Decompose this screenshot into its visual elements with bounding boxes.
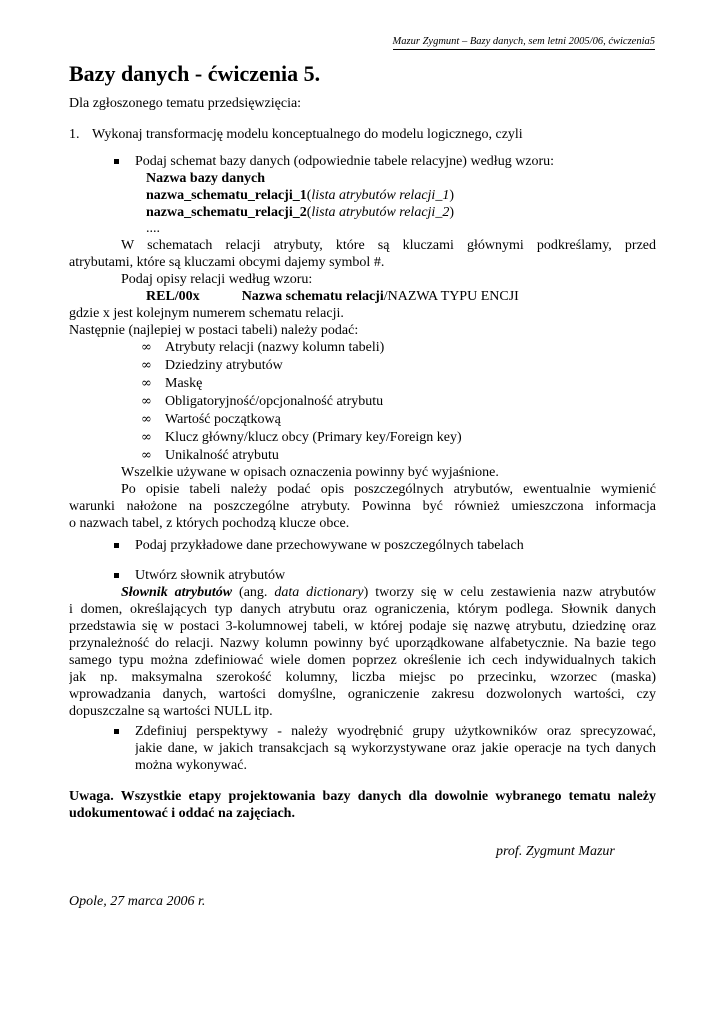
schema-relation-2: nazwa_schematu_relacji_2(lista atrybutów relacji_2) [146, 205, 454, 220]
item-1-number: 1. [69, 127, 80, 142]
infinity-bullet-icon: ∞ [141, 412, 152, 427]
infinity-bullet-icon: ∞ [141, 376, 152, 391]
square-bullet-icon [114, 159, 119, 164]
square-bullet-icon [114, 573, 119, 578]
dictionary-line-5: samego typu można zdefiniować wiele domen poprzez określenie ich cech indywidualnych takich [69, 653, 656, 668]
infinity-bullet-icon: ∞ [141, 340, 152, 355]
square-bullet-icon [114, 729, 119, 734]
dictionary-line-4: przynależność do relacji. Nazwy kolumn powinny być uporządkowane alfabetycznie. Na bazie tego [69, 636, 656, 651]
signature: prof. Zygmunt Mazur [496, 844, 615, 859]
list-item: Klucz główny/klucz obcy (Primary key/Foreign key) [165, 430, 462, 445]
list-item: Obligatoryjność/opcjonalność atrybutu [165, 394, 384, 409]
infinity-bullet-icon: ∞ [141, 394, 152, 409]
bullet-dictionary: Utwórz słownik atrybutów [135, 568, 286, 583]
dictionary-line-8: dopuszczalne są wartości NULL itp. [69, 704, 273, 719]
note-line-2: udokumentować i oddać na zajęciach. [69, 806, 295, 821]
list-item: Dziedziny atrybutów [165, 358, 283, 373]
dictionary-line-2: i domen, określających typ danych atrybutu oraz ograniczenia, którym podlega. Słownik danych [69, 602, 656, 617]
bullet-perspectives-line-2: jakie dane, w jakich transakcjach są wykorzystywane oraz jakie operacje na tych danych [135, 741, 656, 756]
list-item: Wartość początkową [165, 412, 281, 427]
note-line-1: Uwaga. Wszystkie etapy projektowania bazy danych dla dowolnie wybranego tematu należy [69, 789, 656, 804]
paragraph-x-explanation: gdzie x jest kolejnym numerem schematu relacji. [69, 306, 344, 321]
schema-ellipsis: .... [146, 221, 160, 236]
schema-db-name: Nazwa bazy danych [146, 171, 266, 186]
paragraph-keys-line-1: W schematach relacji atrybuty, które są kluczami głównymi podkreślamy, przed [121, 238, 656, 253]
list-item: Atrybuty relacji (nazwy kolumn tabeli) [165, 340, 385, 355]
paragraph-relation-desc: Podaj opisy relacji według wzoru: [121, 272, 313, 287]
date-place: Opole, 27 marca 2006 r. [69, 894, 206, 909]
dictionary-line-3: przedstawia się w postaci 3-kolumnowej tabeli, w której podaje się nazwę atrybutu, dziedzinę oraz [69, 619, 656, 634]
page-header: Mazur Zygmunt – Bazy danych, sem letni 2005/06, ćwiczenia5 [393, 36, 655, 50]
relation-pattern: REL/00x Nazwa schematu relacji/NAZWA TYPU ENCJI [146, 289, 519, 304]
page-title: Bazy danych - ćwiczenia 5. [69, 61, 321, 86]
dictionary-line-1: Słownik atrybutów (ang. data dictionary) tworzy się w celu zestawienia nazw atrybutów [121, 585, 656, 600]
square-bullet-icon [114, 543, 119, 548]
schema-relation-1: nazwa_schematu_relacji_1(lista atrybutów relacji_1) [146, 188, 454, 203]
intro-text: Dla zgłoszonego tematu przedsięwzięcia: [69, 96, 302, 111]
paragraph-attributes-line-3: o nazwach tabel, z których pochodzą klucze obce. [69, 516, 350, 531]
list-item: Maskę [165, 376, 203, 391]
bullet-sample-data: Podaj przykładowe dane przechowywane w poszczególnych tabelach [135, 538, 524, 553]
item-1-text: Wykonaj transformację modelu konceptualnego do modelu logicznego, czyli [92, 127, 523, 142]
dictionary-line-7: wprowadzania danych, wartości domyślne, ograniczenie zakresu dozwolonych wartości, czy [69, 687, 656, 702]
infinity-bullet-icon: ∞ [141, 358, 152, 373]
bullet-perspectives-line-3: można wykonywać. [135, 758, 247, 773]
paragraph-attributes-line-1: Po opisie tabeli należy podać opis poszczególnych atrybutów, ewentualnie wymienić [121, 482, 656, 497]
infinity-bullet-icon: ∞ [141, 430, 152, 445]
bullet-perspectives-line-1: Zdefiniuj perspektywy - należy wyodrębnić grupy użytkowników oraz sprecyzować, [135, 724, 656, 739]
dictionary-line-6: jak np. maksymalna szerokość kolumny, liczba miejsc po przecinku, wzorzec (maska) [69, 670, 656, 685]
list-item: Unikalność atrybutu [165, 448, 279, 463]
bullet-schema-text: Podaj schemat bazy danych (odpowiednie tabele relacyjne) według wzoru: [135, 154, 555, 169]
paragraph-attributes-line-2: warunki nałożone na poszczególne atrybuty. Powinna być również umieszczona informacja [69, 499, 656, 514]
paragraph-keys-line-2: atrybutami, które są kluczami obcymi dajemy symbol #. [69, 255, 385, 270]
paragraph-table-intro: Następnie (najlepiej w postaci tabeli) należy podać: [69, 323, 359, 338]
infinity-bullet-icon: ∞ [141, 448, 152, 463]
paragraph-explanations: Wszelkie używane w opisach oznaczenia powinny być wyjaśnione. [121, 465, 499, 480]
